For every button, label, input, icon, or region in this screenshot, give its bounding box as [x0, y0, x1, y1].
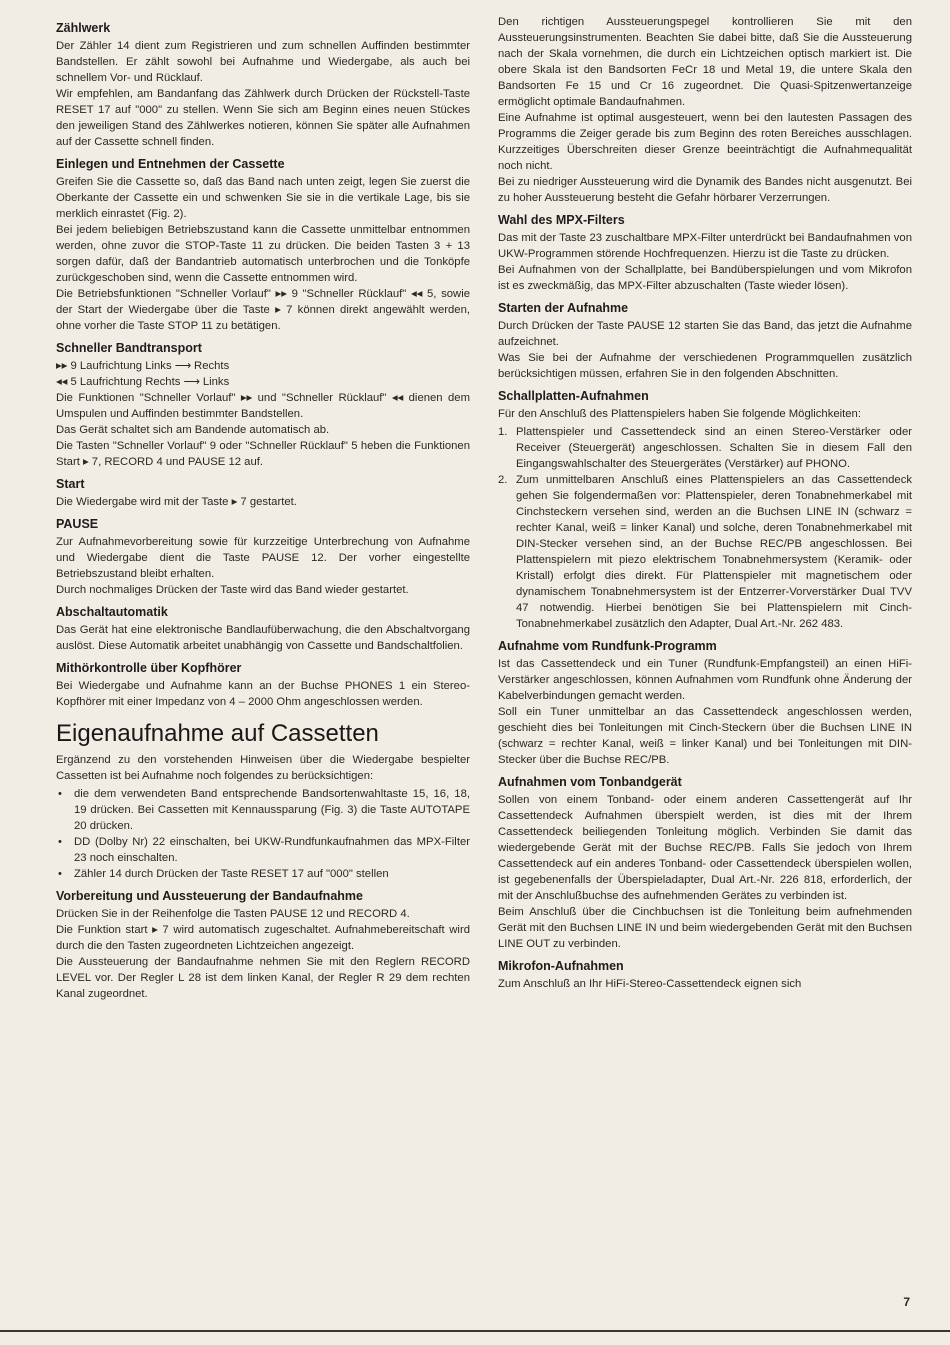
- paragraph: Ergänzend zu den vorstehenden Hinweisen über die Wiedergabe bespielter Cassetten ist bei Aufnahme noch folgendes zu berücksichtigen:: [56, 754, 470, 782]
- section-heading: Start: [56, 477, 85, 491]
- section-starten-aufnahme: [498, 301, 912, 382]
- paragraph: Durch nochmaliges Drücken der Taste wird das Band wieder gestartet.: [56, 584, 409, 596]
- list-item: • die dem verwendeten Band entsprechende Bandsortenwahltaste 15, 16, 18, 19 drücken. Bei Cassetten mit Kennaussparung (Fig. 3) die Taste AUTOTAPE 20 drücken.: [56, 786, 470, 834]
- section-start: [56, 477, 470, 510]
- list-item: 1. Plattenspieler und Cassettendeck sind an einen Stereo-Verstärker oder Receiver (Steuergerät) angeschlossen. Schalten Sie in diesem Fall den Eingangswahlschalter des Steuergerätes (Verstärker) auf PHONO.: [498, 426, 912, 470]
- section-heading: Einlegen und Entnehmen der Cassette: [56, 157, 285, 171]
- paragraph: Bei Wiedergabe und Aufnahme kann an der Buchse PHONES 1 ein Stereo-Kopfhörer mit einer Impedanz von 4 – 2000 Ohm angeschlossen werden.: [56, 680, 470, 708]
- section-mikrofon: [498, 959, 912, 992]
- list-item: • DD (Dolby Nr) 22 einschalten, bei UKW-Rundfunkaufnahmen das MPX-Filter 23 noch einschalten.: [56, 834, 470, 866]
- section-heading: Wahl des MPX-Filters: [498, 213, 625, 227]
- paragraph: Das Gerät schaltet sich am Bandende automatisch ab.: [56, 424, 330, 436]
- paragraph: Für den Anschluß des Plattenspielers haben Sie folgende Möglichkeiten:: [498, 408, 861, 420]
- section-heading: Starten der Aufnahme: [498, 301, 629, 315]
- list-item-text: Plattenspieler und Cassettendeck sind an einen Stereo-Verstärker oder Receiver (Steuergerät) angeschlossen. Schalten Sie in diesem Fall den Eingangswahlschalter des Steuergerätes (Verstärker) auf PHONO.: [516, 426, 912, 470]
- section-mithoerkontrolle: [56, 661, 470, 710]
- direction-line: ◂◂ 5 Laufrichtung Rechts ⟶ Links: [56, 376, 230, 388]
- paragraph: Die Wiedergabe wird mit der Taste ▸ 7 gestartet.: [56, 496, 297, 508]
- paragraph: Bei jedem beliebigen Betriebszustand kann die Cassette unmittelbar entnommen werden, ohne zuvor die STOP-Taste 11 zu drücken. Die beiden Tasten 3 + 13 sorgen dafür, daß der Bandantrieb automatisch unterbrochen und die Tonköpfe zurückgeschoben sind, wenn die Cassette entnommen wird.: [56, 224, 470, 284]
- paragraph: Beim Anschluß über die Cinchbuchsen ist die Tonleitung beim aufnehmenden Gerät mit den Buchsen LINE IN und beim wiedergebenden Gerät mit den Buchsen LINE OUT zu verbinden.: [498, 906, 912, 950]
- paragraph: Bei zu niedriger Aussteuerung wird die Dynamik des Bandes nicht ausgenutzt. Bei zu hoher Aussteuerung besteht die Gefahr hörbarer Verzerrungen.: [498, 176, 912, 204]
- section-heading: Schallplatten-Aufnahmen: [498, 389, 649, 403]
- paragraph: Greifen Sie die Cassette so, daß das Band nach unten zeigt, legen Sie zuerst die Oberkante der Cassette ein und schwenken Sie sie in die vertikale Lage, bis sie merklich einrastet (Fig. 2).: [56, 176, 470, 220]
- section-heading: Aufnahmen vom Tonbandgerät: [498, 775, 682, 789]
- section-heading: PAUSE: [56, 517, 99, 531]
- numbered-list: [498, 424, 912, 632]
- paragraph: Zum Anschluß an Ihr HiFi-Stereo-Cassettendeck eignen sich: [498, 978, 802, 990]
- paragraph: Drücken Sie in der Reihenfolge die Tasten PAUSE 12 und RECORD 4.: [56, 908, 410, 920]
- left-column: [56, 14, 470, 1002]
- section-mpx-filter: [498, 213, 912, 294]
- paragraph: Soll ein Tuner unmittelbar an das Cassettendeck angeschlossen werden, geschieht dies bei Tonleitungen mit Cinch-Steckern über die Buchsen LINE IN (schwarz = rechter Kanal, weiß = linker Kanal) und bei Tonleitungen mit DIN-Stecker über die Buchse REC/PB.: [498, 706, 912, 766]
- bottom-divider: [0, 1330, 950, 1332]
- paragraph: Die Funktion start ▸ 7 wird automatisch zugeschaltet. Aufnahmebereitschaft wird durch die den Tasten zugeordneten Lichtzeichen angezeigt.: [56, 924, 470, 952]
- bullet-list: [56, 786, 470, 882]
- section-heading: Mikrofon-Aufnahmen: [498, 959, 624, 973]
- paragraph: Was Sie bei der Aufnahme der verschiedenen Programmquellen zusätzlich berücksichtigen müssen, erfahren Sie in den folgenden Abschnitten.: [498, 352, 912, 380]
- section-heading: Abschaltautomatik: [56, 605, 168, 619]
- chapter-title: Eigenaufnahme auf Cassetten: [56, 720, 379, 747]
- section-einlegen: [56, 157, 470, 334]
- section-schallplatten: [498, 389, 912, 632]
- section-heading: Schneller Bandtransport: [56, 341, 202, 355]
- section-rundfunk: [498, 639, 912, 768]
- section-zaehlwerk: [56, 21, 470, 150]
- paragraph: Ist das Cassettendeck und ein Tuner (Rundfunk-Empfangsteil) an einen HiFi-Verstärker angeschlossen, können Aufnahmen vom Rundfunk ohne Änderung der Kabelverbindungen gemacht werden.: [498, 658, 912, 702]
- section-heading: Zählwerk: [56, 21, 111, 35]
- list-item: 2. Zum unmittelbaren Anschluß eines Plattenspielers an das Cassettendeck gehen Sie folgendermaßen vor: Plattenspieler, deren Tonabnehmerkabel mit Cinchsteckern versehen sind, werden an die Buchsen LINE IN (schwarz = rechter Kanal, weiß = linker Kanal) und solche, deren Tonabnehmerkabel mit DIN-Stecker versehen sind, an der Buchse REC/PB angeschlossen. Bei Plattenspielern mit piezo elektrischem Tonabnehmersystem (Keramik- oder Kristall) erfolgt dies direkt. Für Plattenspieler mit magnetischem oder dynamischem Tonabnehmersystem ist der Entzerrer-Vorverstärker Dual TVV 47 notwendig. Hierbei benötigen Sie bei Plattenspielern mit Cinch-Tonabnehmerkabel zusätzlich den Adapter, Dual Art.-Nr. 262 483.: [498, 474, 912, 630]
- paragraph: Das mit der Taste 23 zuschaltbare MPX-Filter unterdrückt bei Bandaufnahmen von UKW-Programmen störende Hochfrequenzen. Hierzu ist die Taste zu drücken.: [498, 232, 912, 260]
- paragraph: Sollen von einem Tonband- oder einem anderen Cassettengerät auf Ihr Cassettendeck Aufnahmen überspielt werden, ist dies mit der Ihrem Cassettendeck beiliegenden Tonleitung möglich. Verbinden Sie damit das wiedergebende Gerät mit der Buchse REC/PB. Falls Sie jedoch von Ihrem Cassettendeck auf ein anderes Tonband- oder Cassettendeck überspielen wollen, ist gegebenenfalls der Überspieladapter, Dual Art.-Nr. 226 818, erforderlich, der mit der Anschlußbuchse des aufnehmenden Gerätes zu verbinden ist.: [498, 794, 912, 902]
- paragraph: Die Betriebsfunktionen "Schneller Vorlauf" ▸▸ 9 "Schneller Rücklauf" ◂◂ 5, sowie der Start der Wiedergabe über die Taste ▸ 7 können direkt angewählt werden, ohne vorher die Taste STOP 11 zu betätigen.: [56, 288, 470, 332]
- paragraph: Wir empfehlen, am Bandanfang das Zählwerk durch Drücken der Rückstell-Taste RESET 17 auf "000" zu stellen. Wenn Sie sich am Beginn eines neuen Stückes den jeweiligen Stand des Zählwerkes notieren, können Sie später alle Aufnahmen auf der Cassette schnell finden.: [56, 88, 470, 148]
- paragraph: Die Tasten "Schneller Vorlauf" 9 oder "Schneller Rücklauf" 5 heben die Funktionen Start ▸ 7, RECORD 4 und PAUSE 12 auf.: [56, 440, 470, 468]
- paragraph: Die Aussteuerung der Bandaufnahme nehmen Sie mit den Reglern RECORD LEVEL vor. Der Regler L 28 ist dem linken Kanal, der Regler R 29 dem rechten Kanal zugeordnet.: [56, 956, 470, 1000]
- paragraph: Bei Aufnahmen von der Schallplatte, bei Bandüberspielungen und vom Mikrofon ist es zweckmäßig, das MPX-Filter abzuschalten (Taste wieder lösen).: [498, 264, 912, 292]
- section-abschaltautomatik: [56, 605, 470, 654]
- paragraph: Zur Aufnahmevorbereitung sowie für kurzzeitige Unterbrechung von Aufnahme und Wiedergabe dient die Taste PAUSE 12. Der vorher eingestellte Betriebszustand bleibt erhalten.: [56, 536, 470, 580]
- section-aussteuerung-fortsetzung: [498, 14, 912, 206]
- direction-line: ▸▸ 9 Laufrichtung Links ⟶ Rechts: [56, 360, 230, 372]
- list-item-text: Zum unmittelbaren Anschluß eines Plattenspielers an das Cassettendeck gehen Sie folgendermaßen vor: Plattenspieler, deren Tonabnehmerkabel mit Cinchsteckern versehen sind, werden an die Buchsen LINE IN (schwarz = rechter Kanal, weiß = linker Kanal) und solche, deren Tonabnehmerkabel mit DIN-Stecker versehen sind, an der Buchse REC/PB angeschlossen. Bei Plattenspielern mit piezo elektrischem Tonabnehmersystem (Keramik- oder Kristall) erfolgt dies direkt. Für Plattenspieler mit magnetischem oder dynamischem Tonabnehmersystem ist der Entzerrer-Vorverstärker Dual TVV 47 notwendig. Hierbei benötigen Sie bei Plattenspielern mit Cinch-Tonabnehmerkabel zusätzlich den Adapter, Dual Art.-Nr. 262 483.: [516, 474, 912, 630]
- paragraph: Den richtigen Aussteuerungspegel kontrollieren Sie mit den Aussteuerungsinstrumenten. Beachten Sie dabei bitte, daß Sie die Aussteuerung nach der Skala vornehmen, die durch ein Lichtzeichen optisch markiert ist. Die obere Skala ist den Bandsorten FeCr 18 und Metal 19, die untere Skala den Bandsorten Fe 15 und Cr 16 zugeordnet. Die Quasi-Spitzenwertanzeige ermöglicht optimale Bandaufnahmen.: [498, 16, 912, 108]
- paragraph: Die Funktionen "Schneller Vorlauf" ▸▸ und "Schneller Rücklauf" ◂◂ dienen dem Umspulen und Auffinden bestimmter Bandstellen.: [56, 392, 470, 420]
- list-item: • Zähler 14 durch Drücken der Taste RESET 17 auf "000" stellen: [56, 866, 470, 882]
- right-column: [498, 14, 912, 992]
- section-heading: Aufnahme vom Rundfunk-Programm: [498, 639, 717, 653]
- paragraph: Das Gerät hat eine elektronische Bandlaufüberwachung, die den Abschaltvorgang auslöst. Diese Automatik arbeitet unabhängig von Cassette und Bandschaltfolien.: [56, 624, 470, 652]
- section-heading: Vorbereitung und Aussteuerung der Bandaufnahme: [56, 889, 363, 903]
- section-eigenaufnahme: [56, 720, 470, 882]
- page-number: 7: [903, 1295, 910, 1309]
- section-vorbereitung: [56, 889, 470, 1002]
- paragraph: Durch Drücken der Taste PAUSE 12 starten Sie das Band, das jetzt die Aufnahme aufzeichnet.: [498, 320, 912, 348]
- section-pause: [56, 517, 470, 598]
- section-tonbandgeraet: [498, 775, 912, 952]
- paragraph: Der Zähler 14 dient zum Registrieren und zum schnellen Auffinden bestimmter Bandstellen. Er zählt sowohl bei Aufnahme und Wiedergabe, als auch bei schnellem Vor- und Rücklauf.: [56, 40, 470, 84]
- section-schneller-bandtransport: [56, 341, 470, 470]
- section-heading: Mithörkontrolle über Kopfhörer: [56, 661, 242, 675]
- paragraph: Eine Aufnahme ist optimal ausgesteuert, wenn bei den lautesten Passagen des Programms die Zeiger gerade bis zum Beginn des roten Bereiches ausschlagen. Kurzzeitiges Überschreiten dieser Grenze beeinträchtigt die Aufnahmequalität noch nicht.: [498, 112, 912, 172]
